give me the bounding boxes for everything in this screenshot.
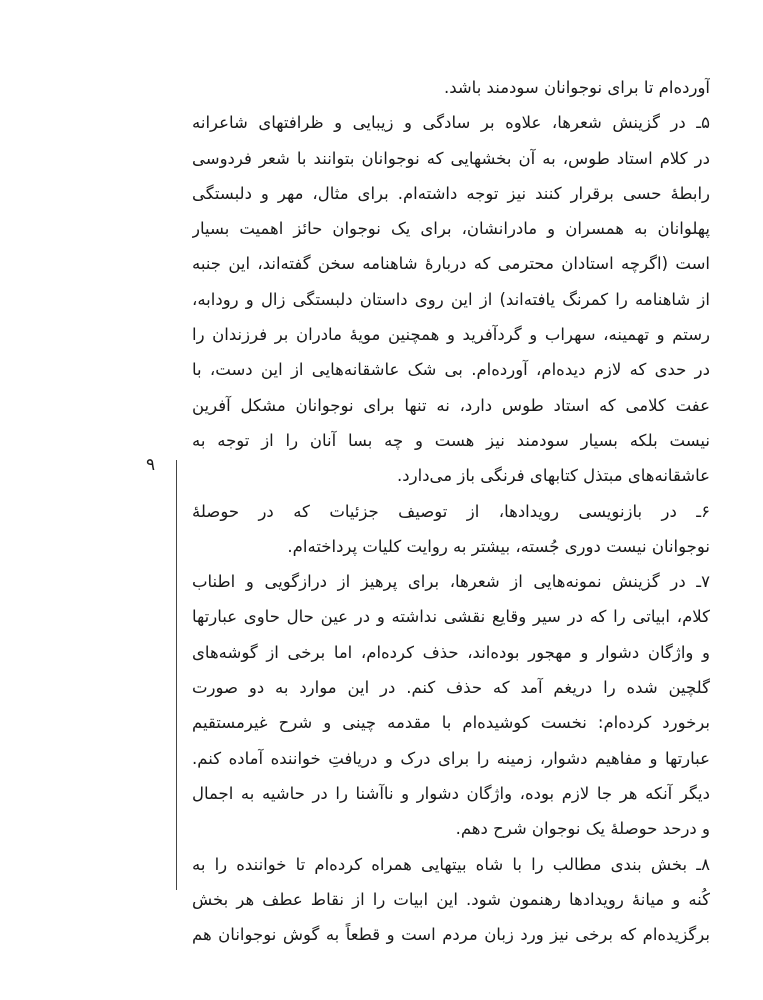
text-line: پهلوانان به همسران و مادرانشان، برای یک نوجوان حائز اهمیت بسیار (192, 219, 710, 239)
body-text (192, 70, 710, 952)
text-line: عاشقانه‌های مبتذل کتابهای فرنگی باز می‌دارد. (397, 466, 710, 486)
text-line: از شاهنامه را کمرنگ یافته‌اند) از این روی داستان دلبستگی زال و رودابه، (192, 289, 710, 309)
text-line: کُنه و میانهٔ رویدادها رهنمون شود. این ابیات را از نقاط عطف هر بخش (192, 889, 710, 909)
text-line: نیست بلکه بسیار سودمند نیز هست و چه بسا آنان را از توجه به (192, 430, 710, 450)
text-line: برگزیده‌ام که برخی نیز ورد زبان مردم است و قطعاً به گوش نوجوانان هم (192, 925, 710, 945)
text-line: عبارتها و مفاهیم دشوار، زمینه را برای درک و دریافتِ خواننده آماده کنم. (192, 748, 710, 768)
margin-rule (176, 460, 177, 890)
text-line: آورده‌ام تا برای نوجوانان سودمند باشد. (443, 78, 710, 97)
text-line: در حدی که لازم دیده‌ام، آورده‌ام. بی شک عاشقانه‌هایی از این دست، با (192, 360, 710, 380)
text-line: دیگر آنکه هر جا لازم بوده، واژگان دشوار و ناآشنا را در حاشیه به اجمال (192, 783, 710, 803)
text-line: ۵ـ در گزینش شعرها، علاوه بر سادگی و زیبایی و ظرافتهای شاعرانه (192, 113, 710, 133)
text-line: و واژگان دشوار و مهجور بوده‌اند، حذف کرده‌ام، اما برخی از گوشه‌های (192, 642, 710, 662)
text-line: در کلام استاد طوس، به آن بخشهایی که نوجوانان بتوانند با شعر فردوسی (192, 148, 710, 168)
text-line: و درحد حوصلهٔ یک نوجوان شرح دهم. (455, 819, 710, 839)
text-line: است (اگرچه استادان محترمی که دربارهٔ شاهنامه سخن گفته‌اند، این جنبه (192, 254, 710, 274)
text-line: رابطهٔ حسی برقرار کنند نیز توجه داشته‌ام. برای مثال، مهر و دلبستگی (192, 183, 710, 203)
text-line: ۷ـ در گزینش نمونه‌هایی از شعرها، برای پرهیز از درازگویی و اطناب (192, 572, 710, 592)
text-line: نوجوانان نیست دوری جُسته، بیشتر به روایت کلیات پرداخته‌ام. (287, 536, 710, 556)
text-line: ۶ـ در بازنویسی رویدادها، از توصیف جزئیات که در حوصلهٔ (192, 501, 710, 521)
text-line: گلچین شده را دریغم آمد که حذف کنم. در این موارد به دو صورت (192, 678, 710, 698)
text-line: رستم و تهمینه، سهراب و گردآفرید و همچنین مویهٔ مادران بر فرزندان را (192, 325, 710, 345)
text-line: کلام، ابیاتی را که در سیر وقایع نقشی نداشته و در عین حال حاوی عبارتها (192, 607, 710, 627)
page-number: ۹ (146, 455, 156, 475)
text-line: برخورد کرده‌ام: نخست کوشیده‌ام با مقدمه چینی و شرح غیرمستقیم (192, 713, 710, 733)
text-line: عفت کلامی که استاد طوس دارد، نه تنها برای نوجوانان مشکل آفرین (192, 395, 710, 415)
text-line: ۸ـ بخش بندی مطالب را با شاه بیتهایی همراه کرده‌ام تا خواننده را به (192, 854, 710, 874)
